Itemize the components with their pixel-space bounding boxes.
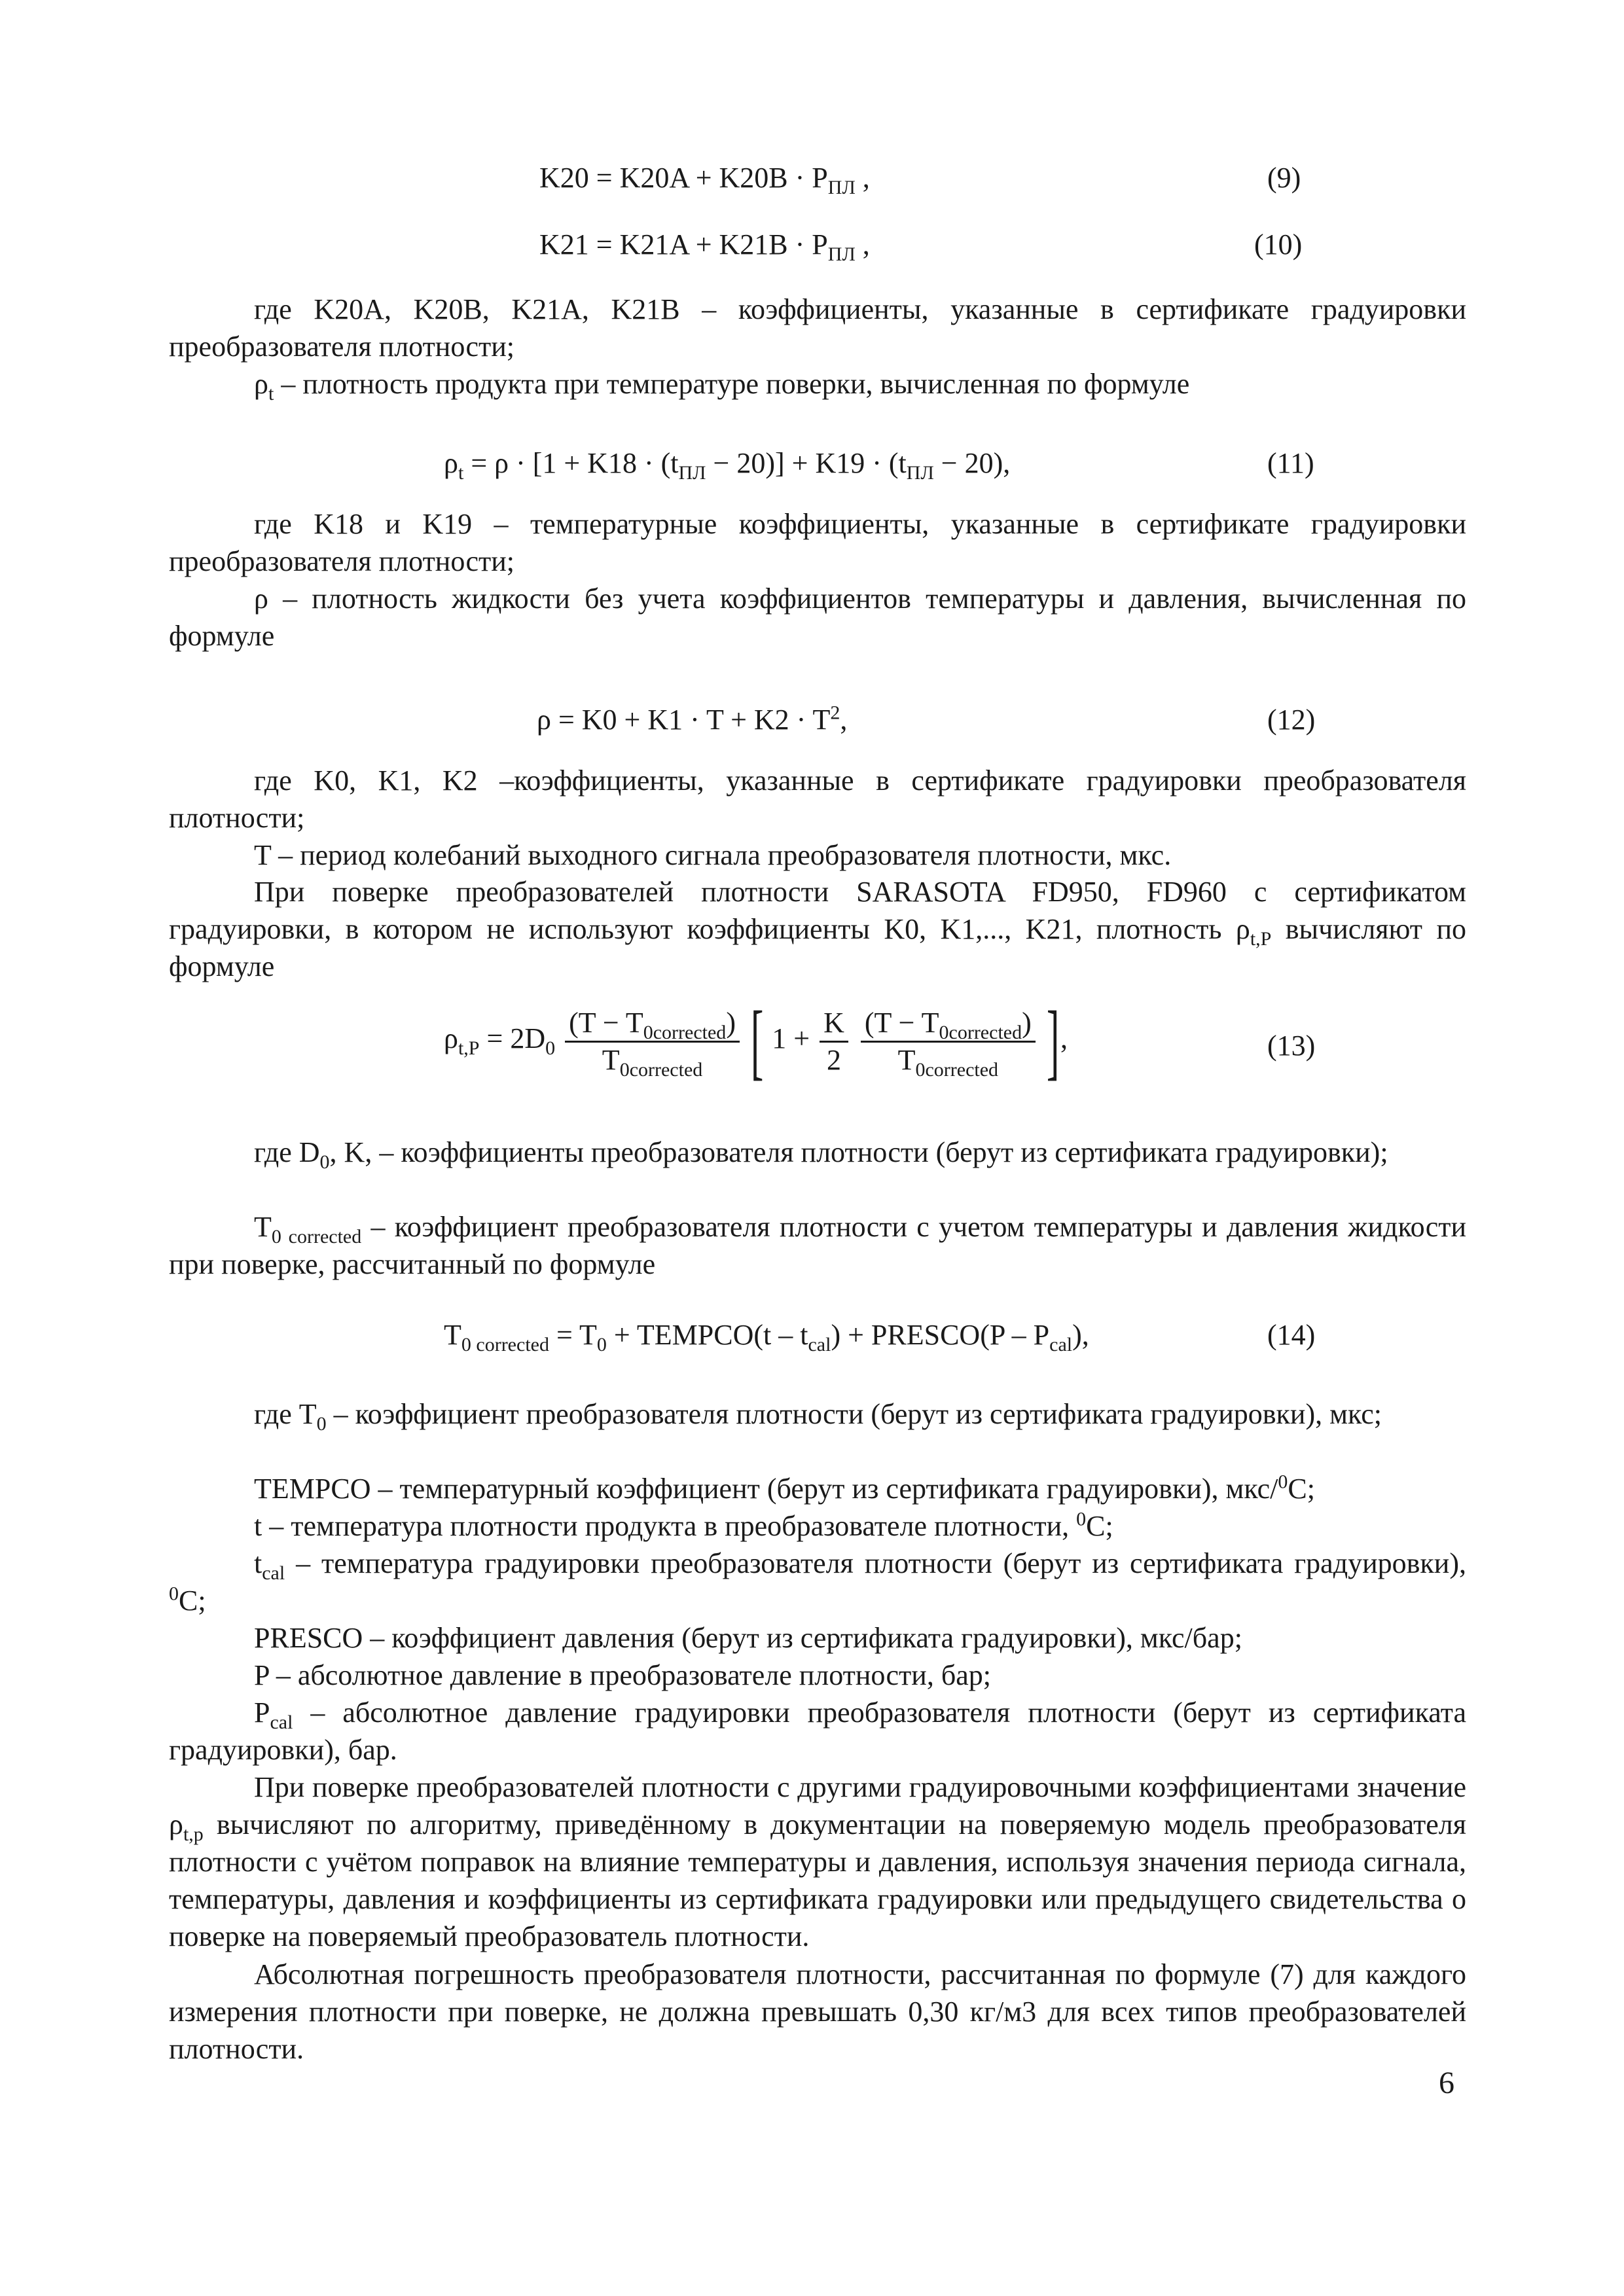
left-bracket: [ <box>750 994 764 1088</box>
fraction-2: $\frac{(T - T_{0corrected})}{T_{0corrected}}$ <box>861 1007 1036 1077</box>
paragraph-other-coefficients: При поверке преобразователей плотности с другими градуировочными коэффициентами значение $\rho_{t,p}$ вычисляют по алгоритму, приведённому в документации на поверяемую модель преобразователя плотности с учётом поправок на влияние температуры и давления, используя значения периода сигнала, температуры, давления и коэффициенты из сертификата градуировки или предыдущего свидетельства о поверке на поверяемый преобразователь плотности. <box>169 1771 1466 1952</box>
paragraph-t-definition: T – период колебаний выходного сигнала преобразователя плотности, мкс. <box>254 839 1172 871</box>
equation-10-number: (10) <box>1254 228 1303 260</box>
paragraph-rho-definition: ρ – плотность жидкости без учета коэффициентов температуры и давления, вычисленная по формуле <box>169 583 1466 652</box>
equation-12: $\rho = K0 + K1 \cdot T + K2 \cdot T^2$, <box>537 702 848 736</box>
fraction-k-over-2: $\frac{K}{2}$ <box>820 1007 848 1077</box>
paragraph-p-definition: P – абсолютное давление в преобразователе плотности, бар; <box>254 1659 991 1691</box>
equation-14-number: (14) <box>1267 1319 1316 1351</box>
paragraph-pcal-definition: $P_{cal}$ – абсолютное давление градуировки преобразователя плотности (берут из сертификата градуировки), бар. <box>169 1696 1466 1766</box>
paragraph-absolute-error: Абсолютная погрешность преобразователя плотности, рассчитанная по формуле (7) для каждого измерения плотности при поверке, не должна превышать 0,30 кг/м3 для всех типов преобразователей плотности. <box>169 1958 1466 2065</box>
equation-9: $K20 = K20A + K20B \cdot P_{ПЛ}$ , <box>539 162 870 198</box>
right-bracket: ] <box>1046 994 1060 1088</box>
paragraph-k18-k19-definition: где K18 и K19 – температурные коэффициенты, указанные в сертификате градуировки преобразователя плотности; <box>169 508 1466 577</box>
paragraph-sarasota: При поверке преобразователей плотности SARASOTA FD950, FD960 с сертификатом градуировки, в котором не используют коэффициенты K0, K1,..., K21, плотность $\rho_{t,P}$ вычисляют по формуле <box>169 876 1466 982</box>
fraction-1: $\frac{(T - T_{0corrected})}{T_{0corrected}}$ <box>565 1007 740 1077</box>
paragraph-k20-k21-definition: где K20A, K20B, K21A, K21B – коэффициенты, указанные в сертификате градуировки преобразователя плотности; <box>169 293 1466 363</box>
paragraph-t-temperature-definition: t – температура плотности продукта в преобразователе плотности, $^0$C; <box>254 1508 1113 1542</box>
equation-9-number: (9) <box>1267 162 1301 194</box>
equation-13-number: (13) <box>1267 1030 1316 1062</box>
paragraph-tempco-definition: TEMPCO – температурный коэффициент (берут из сертификата градуировки), мкс/$^0$C; <box>254 1471 1315 1505</box>
equation-10: $K21 = K21A + K21B \cdot P_{ПЛ}$ , <box>539 228 870 265</box>
paragraph-t0-definition: где $T_0$ – коэффициент преобразователя плотности (берут из сертификата градуировки), мкс; <box>254 1398 1382 1435</box>
paragraph-rho-t-definition: $\rho_t$ – плотность продукта при температуре поверки, вычисленная по формуле <box>254 368 1190 404</box>
paragraph-d0-k-definition: где $D_0$, K, – коэффициенты преобразователя плотности (берут из сертификата градуировки); <box>254 1136 1388 1173</box>
paragraph-tcal-definition: $t_{cal}$ – температура градуировки преобразователя плотности (берут из сертификата градуировки), $^0$C; <box>169 1547 1466 1617</box>
equation-14: $T_{0 corrected} = T_0$ + TEMPCO(t – $t_{cal}$) + PRESCO(P – $P_{cal}$), <box>444 1319 1089 1355</box>
paragraph-t0-corrected-definition: $T_{0 corrected}$ – коэффициент преобразователя плотности с учетом температуры и давления жидкости при поверке, рассчитанный по формуле <box>169 1211 1467 1280</box>
equation-13: $\rho_{t,P} = 2D_0$ $\frac{(T - T_{0corrected})}{T_{0corrected}}$ [ 1 + $\frac{K}{2}$ $\frac{(T - T_{0corrected})}{T_{0corrected}}$ ], <box>444 994 1068 1088</box>
paragraph-presco-definition: PRESCO – коэффициент давления (берут из сертификата градуировки), мкс/бар; <box>254 1622 1242 1654</box>
equation-11: $\rho_t = \rho \cdot [1 + K18 \cdot (t_{ПЛ} - 20)] + K19 \cdot (t_{ПЛ} - 20)$, <box>444 447 1011 484</box>
equation-12-number: (12) <box>1267 704 1316 736</box>
paragraph-k0-k2-definition: где K0, K1, K2 –коэффициенты, указанные в сертификате градуировки преобразователя плотности; <box>169 764 1466 834</box>
equation-11-number: (11) <box>1267 447 1314 479</box>
page-number: 6 <box>1439 2066 1454 2100</box>
